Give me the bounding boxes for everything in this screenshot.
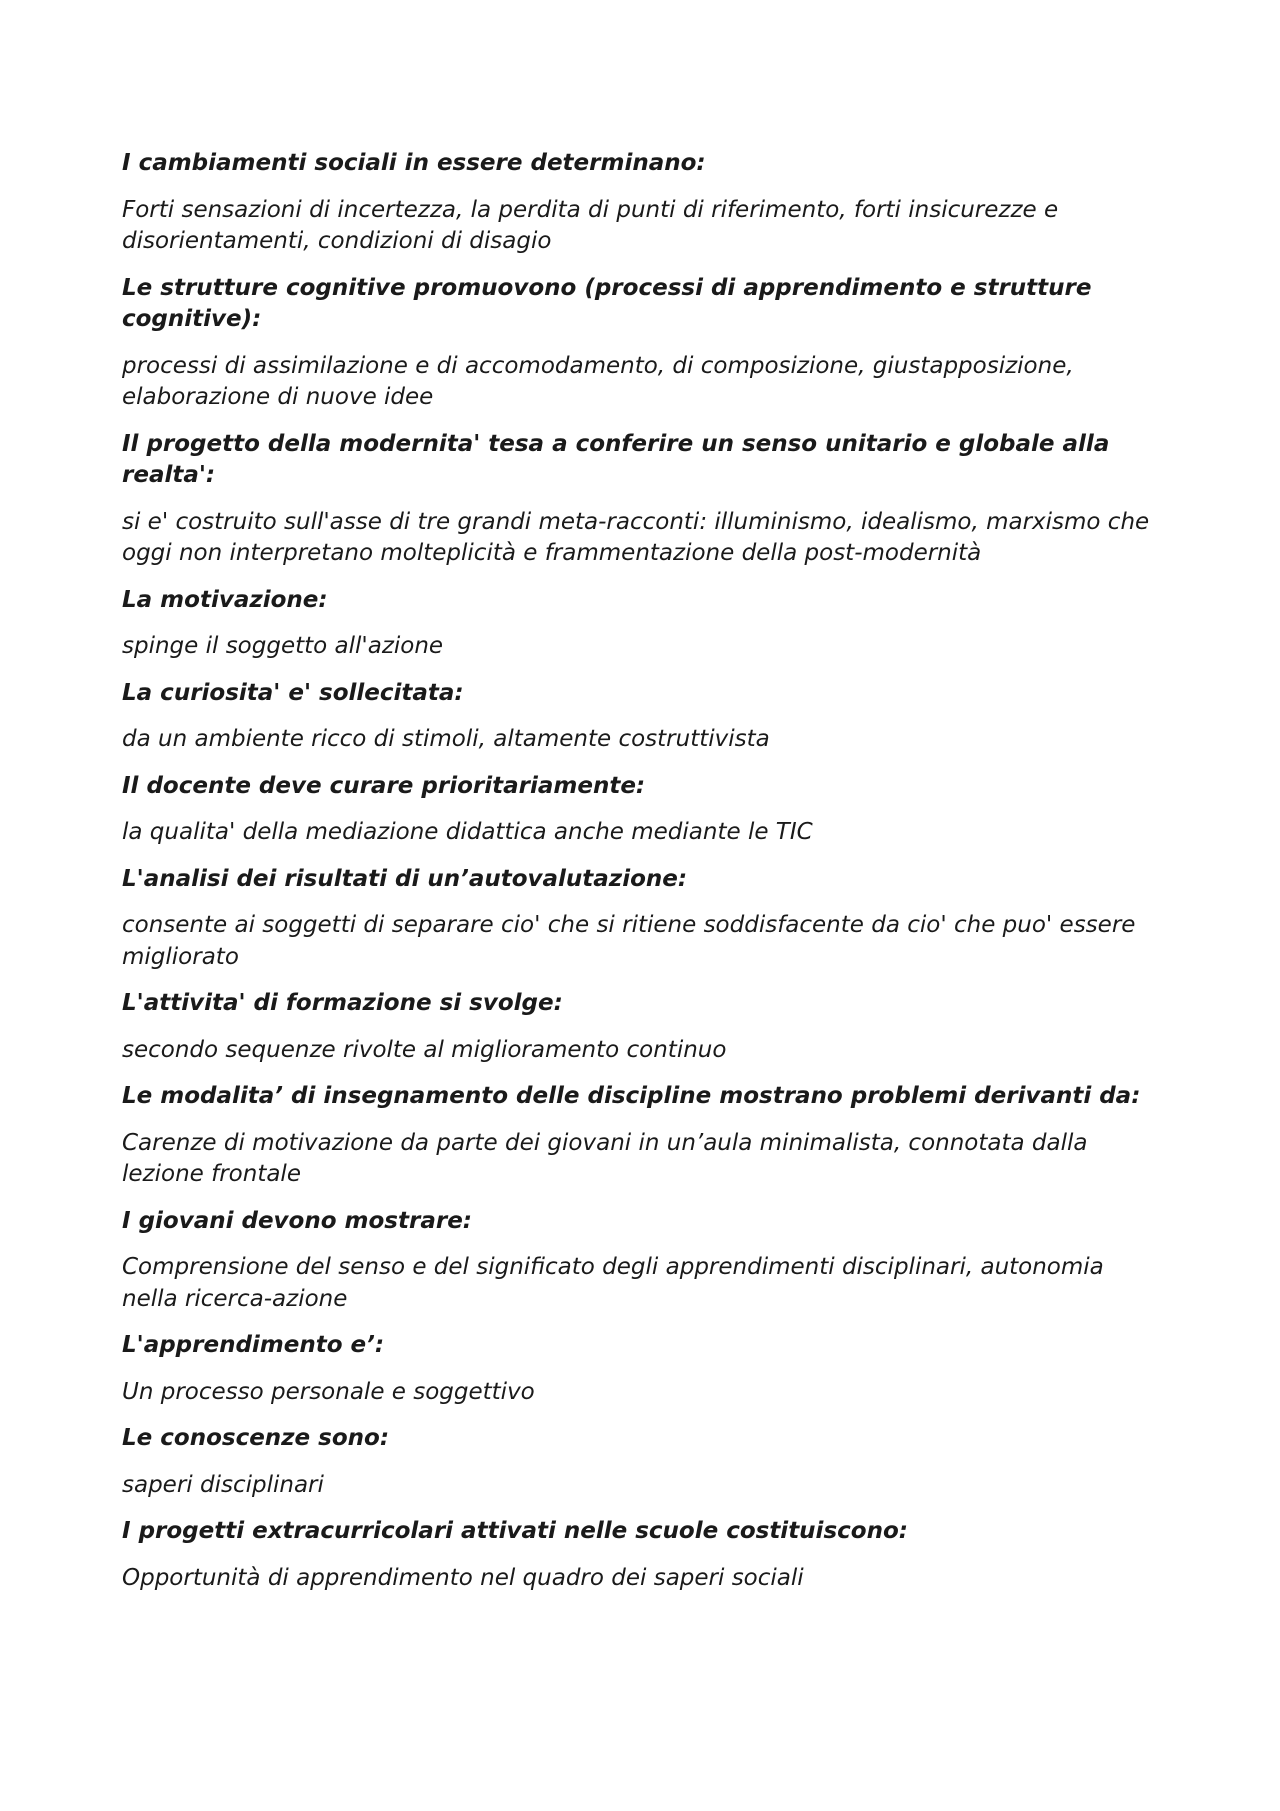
answer-4: spinge il soggetto all'azione (122, 633, 444, 659)
qa-item-12 (122, 1423, 1162, 1501)
question-7: L'analisi dei risultati di un’autovalutazione: (122, 865, 688, 892)
question-10: I giovani devono mostrare: (122, 1207, 472, 1234)
qa-item-11 (122, 1330, 1162, 1408)
answer-11: Un processo personale e soggettivo (122, 1378, 535, 1405)
question-4: La motivazione: (122, 586, 328, 613)
qa-item-1 (122, 148, 1162, 258)
answer-12: saperi disciplinari (122, 1471, 324, 1498)
qa-item-8 (122, 988, 1162, 1066)
qa-item-10 (122, 1206, 1162, 1316)
qa-item-5 (122, 678, 1162, 756)
answer-3: si e' costruito sull'asse di tre grandi meta-racconti: illuminismo, idealismo, marxismo che oggi non interpretano molteplicità e frammentazione della post-modernità (122, 508, 1150, 566)
question-5: La curiosita' e' sollecitata: (122, 679, 464, 706)
question-3: Il progetto della modernita' tesa a conferire un senso unitario e globale alla realta': (122, 430, 1110, 488)
qa-item-7 (122, 864, 1162, 974)
answer-7: consente ai soggetti di separare cio' che si ritiene soddisfacente da cio' che puo' essere migliorato (122, 912, 1136, 970)
question-13: I progetti extracurricolari attivati nelle scuole costituiscono: (122, 1518, 908, 1544)
document-body (122, 148, 1162, 1609)
question-6: Il docente deve curare prioritariamente: (122, 772, 646, 799)
answer-10: Comprensione del senso e del significato degli apprendimenti disciplinari, autonomia nella ricerca-azione (122, 1254, 1104, 1312)
qa-item-4 (122, 585, 1162, 663)
question-11: L'apprendimento e’: (122, 1332, 385, 1358)
answer-1: Forti sensazioni di incertezza, la perdita di punti di riferimento, forti insicurezze e disorientamenti, condizioni di disagio (122, 196, 1059, 254)
answer-8: secondo sequenze rivolte al miglioramento continuo (122, 1036, 727, 1063)
qa-item-9 (122, 1081, 1162, 1191)
qa-item-6 (122, 771, 1162, 849)
question-1: I cambiamenti sociali in essere determinano: (122, 150, 706, 176)
answer-13: Opportunità di apprendimento nel quadro dei saperi sociali (122, 1564, 804, 1591)
qa-item-13 (122, 1516, 1162, 1594)
answer-9: Carenze di motivazione da parte dei giovani in un’aula minimalista, connotata dalla lezione frontale (122, 1129, 1088, 1187)
qa-item-3 (122, 429, 1162, 570)
answer-6: la qualita' della mediazione didattica anche mediante le TIC (122, 819, 813, 845)
question-8: L'attivita' di formazione si svolge: (122, 990, 563, 1016)
question-9: Le modalita’ di insegnamento delle discipline mostrano problemi derivanti da: (122, 1083, 1141, 1109)
answer-2: processi di assimilazione e di accomodamento, di composizione, giustapposizione, elaborazione di nuove idee (122, 352, 1074, 410)
qa-item-2 (122, 273, 1162, 414)
question-2: Le strutture cognitive promuovono (processi di apprendimento e strutture cognitive): (122, 274, 1092, 332)
answer-5: da un ambiente ricco di stimoli, altamente costruttivista (122, 726, 770, 752)
question-12: Le conoscenze sono: (122, 1425, 390, 1451)
